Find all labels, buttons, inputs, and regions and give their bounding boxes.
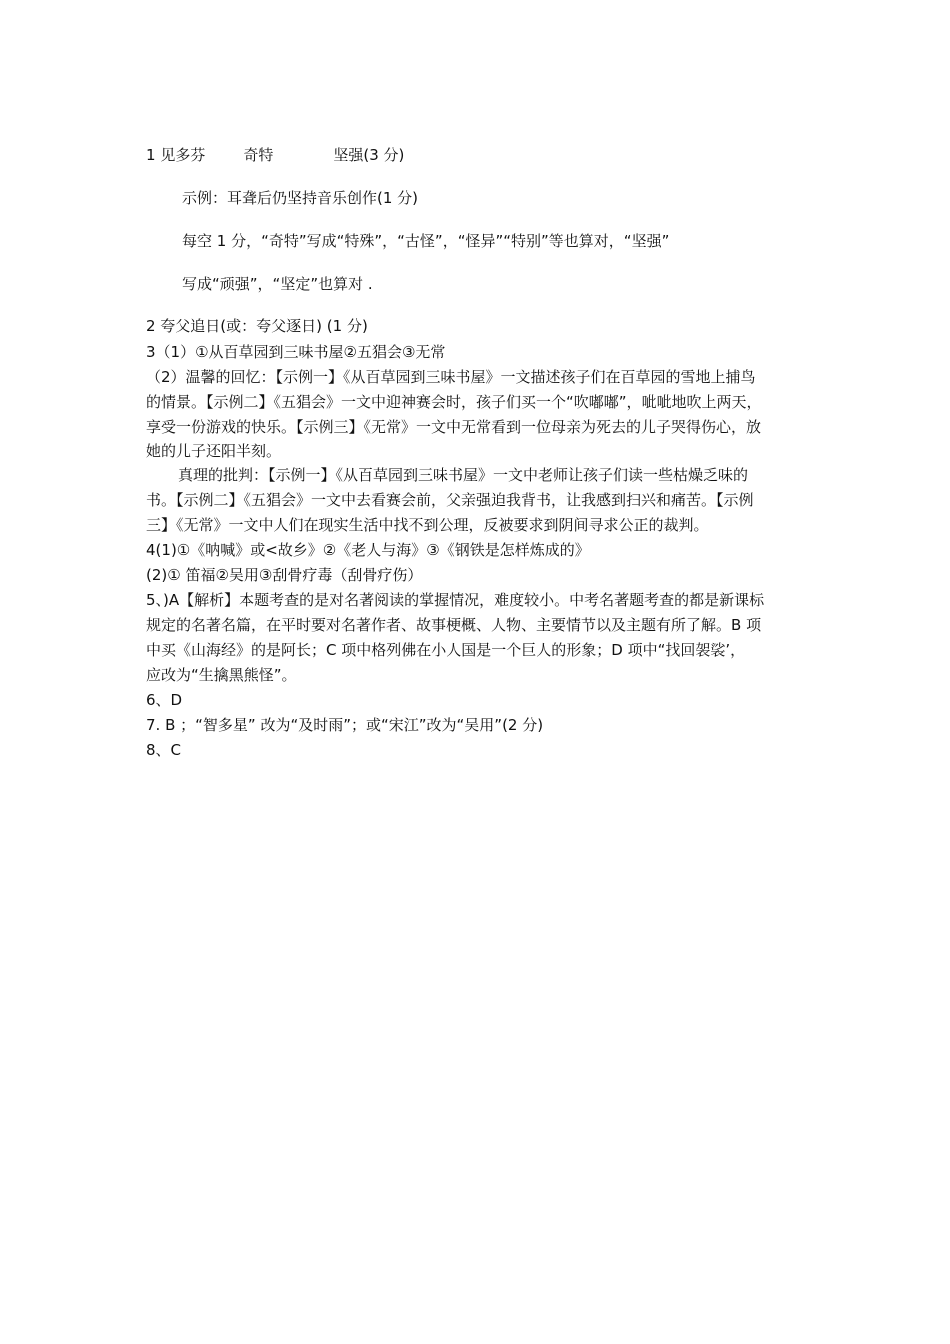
answer-6: 6、D: [146, 691, 183, 709]
answer-8: 8、C: [146, 741, 182, 759]
answer-3-part-2-line: （2）温馨的回忆：【示例一】《从百草园到三味书屋》一文描述孩子们在百草园的雪地上捕鸟: [146, 368, 756, 386]
answer-7: 7. B ；“智多星” 改为“及时雨”；或“宋江”改为“吴用”(2 分): [146, 716, 544, 734]
answer-1-blank-2: 奇特: [243, 146, 274, 164]
answer-5-line: 规定的名著名篇，在平时要对名著作者、故事梗概、人物、主要情节以及主题有所了解。B 项: [146, 616, 762, 634]
answer-3-part-2-line: 的情景。【示例二】《五猖会》一文中迎神赛会时，孩子们买一个“吹嘟嘟”，呲呲地吹上两天，: [146, 393, 762, 411]
answer-1-blank-1: 见多芬: [160, 146, 206, 164]
answer-3-part-2-line: 享受一份游戏的快乐。【示例三】《无常》一文中无常看到一位母亲为死去的儿子哭得伤心，放: [146, 418, 762, 436]
answer-1-note-line-1: 每空 1 分，“奇特”写成“特殊”，“古怪”，“怪异”“特别”等也算对，“坚强”: [182, 232, 670, 250]
answer-3-part-2-line: 她的儿子还阳半刻。: [146, 442, 282, 460]
answer-4-part-1: 4(1)①《呐喊》或<故乡》②《老人与海》③《钢铁是怎样炼成的》: [146, 541, 590, 559]
answer-3-critique-line: 真理的批判：【示例一】《从百草园到三味书屋》一文中老师让孩子们读一些枯燥乏味的: [178, 466, 749, 484]
answer-5-line: 5、)A【解析】本题考查的是对名著阅读的掌握情况，难度较小。中考名著题考查的都是新课标: [146, 591, 765, 609]
answer-3-critique-line: 书。【示例二】《五猖会》一文中去看赛会前，父亲强迫我背书，让我感到扫兴和痛苦。【示例: [146, 491, 754, 509]
answer-5-line: 中买《山海经》的是阿长；C 项中格列佛在小人国是一个巨人的形象；D 项中“找回袈裟’，: [146, 641, 746, 659]
answer-4-part-2: (2)① 笛福②吴用③刮骨疗毒（刮骨疗伤）: [146, 566, 423, 584]
answer-1-note-line-2: 写成“顽强”，“坚定”也算对 .: [182, 275, 373, 293]
answer-3-part-1: 3（1）①从百草园到三味书屋②五猖会③无常: [146, 343, 446, 361]
answer-1-number: 1: [146, 146, 156, 164]
answer-1: [146, 145, 404, 165]
answer-2: 2 夸父追日(或：夸父逐日) (1 分): [146, 317, 368, 335]
answer-1-example: 示例：耳聋后仍坚持音乐创作(1 分): [182, 189, 419, 207]
answer-1-blank-3: 坚强(3 分): [333, 146, 405, 164]
answer-5-line: 应改为“生擒黑熊怪”。: [146, 666, 297, 684]
answer-3-critique-line: 三】《无常》一文中人们在现实生活中找不到公理，反被要求到阴间寻求公正的裁判。: [146, 516, 709, 534]
